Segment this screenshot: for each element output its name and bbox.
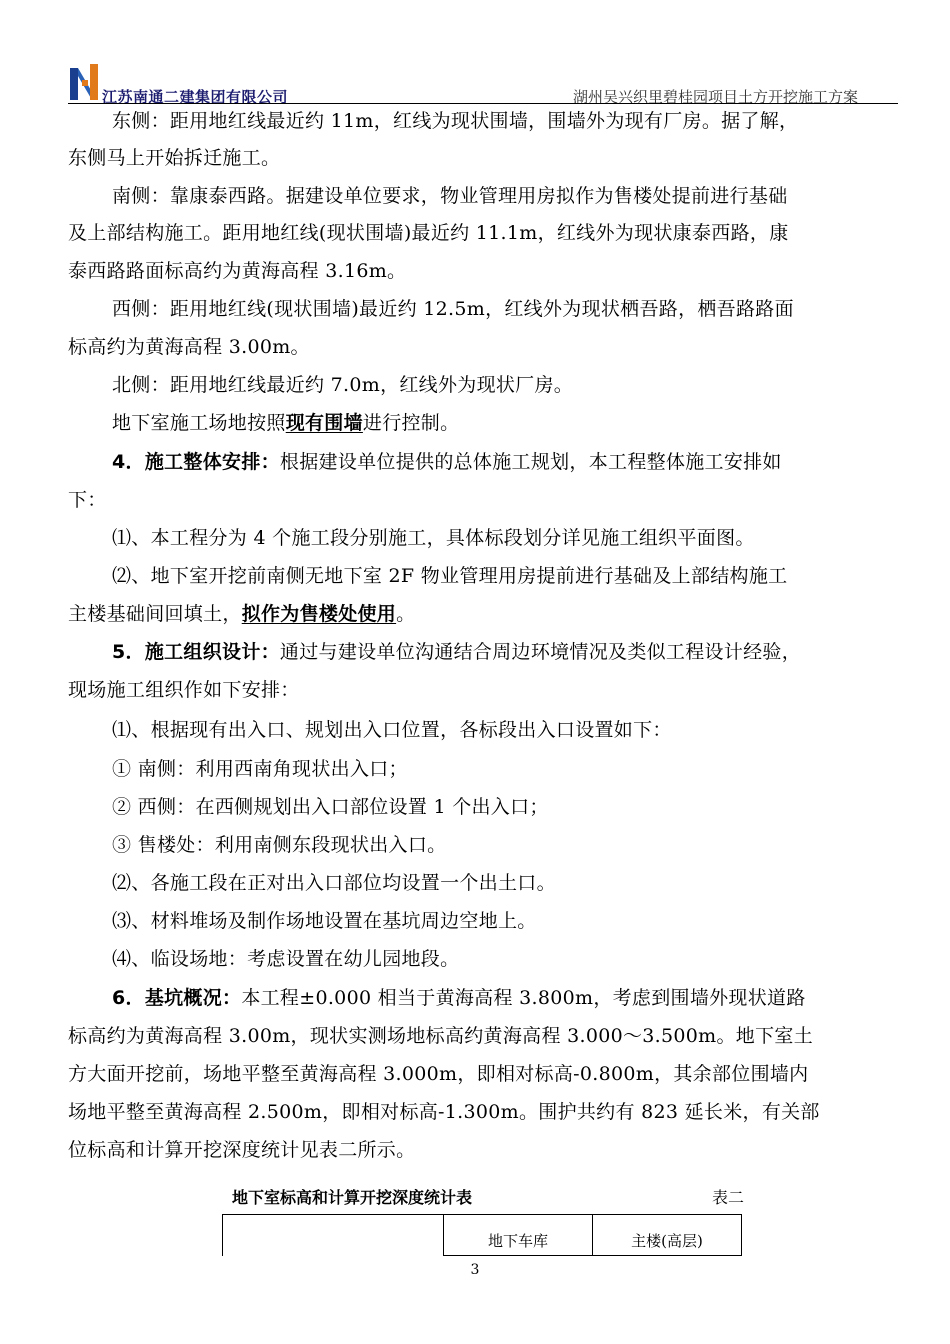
section-4-item1: ⑴、本工程分为 4 个施工段分别施工，具体标段划分详见施工组织平面图。 <box>112 527 755 549</box>
para-control: 地下室施工场地按照现有围墙进行控制。 <box>112 412 460 434</box>
project-title: 湖州吴兴织里碧桂园项目土方开挖施工方案 <box>572 88 858 106</box>
emphasis-wall: 现有围墙 <box>285 412 363 434</box>
section-4-item2: ⑵、地下室开挖前南侧无地下室 2F 物业管理用房提前进行基础及上部结构施工 <box>112 565 788 587</box>
page-header <box>68 62 898 104</box>
para-east-2: 东侧马上开始拆迁施工。 <box>68 147 281 169</box>
section-5-item: ⑴、根据现有出入口、规划出入口位置，各标段出入口设置如下： <box>112 719 672 741</box>
section-4-item2-cont: 主楼基础间回填土，拟作为售楼处使用。 <box>68 603 416 625</box>
table-header-garage: 地下车库 <box>444 1215 593 1256</box>
table-cell-empty <box>223 1215 444 1256</box>
para-east-1: 东侧：距用地红线最近约 11m，红线为现状围墙，围墙外为现有厂房。据了解， <box>112 110 799 132</box>
section-5-item: ② 西侧：在西侧规划出入口部位设置 1 个出入口； <box>112 796 549 818</box>
section-6-heading: 6．基坑概况：本工程±0.000 相当于黄海高程 3.800m，考虑到围墙外现状道路 <box>112 987 806 1009</box>
company-name: 江苏南通二建集团有限公司 <box>102 88 289 106</box>
section-6-line: 场地平整至黄海高程 2.500m，即相对标高-1.300m。围护共约有 823 延长米，有关部 <box>68 1101 820 1123</box>
para-south-3: 泰西路路面标高约为黄海高程 3.16m。 <box>68 260 407 282</box>
table-row <box>223 1215 742 1256</box>
section-5-item: ⑵、各施工段在正对出入口部位均设置一个出土口。 <box>112 872 556 894</box>
depth-table <box>222 1214 742 1256</box>
para-south-1: 南侧：靠康泰西路。据建设单位要求，物业管理用房拟作为售楼处提前进行基础 <box>112 185 788 207</box>
section-5-item: ③ 售楼处：利用南侧东段现状出入口。 <box>112 834 447 856</box>
emphasis-sales: 拟作为售楼处使用 <box>241 603 397 625</box>
section-6-line: 位标高和计算开挖深度统计见表二所示。 <box>68 1139 416 1161</box>
para-west-2: 标高约为黄海高程 3.00m。 <box>68 336 310 358</box>
section-4-line2: 下： <box>68 489 107 511</box>
section-4-heading: 4．施工整体安排：根据建设单位提供的总体施工规划，本工程整体施工安排如 <box>112 451 782 473</box>
para-west-1: 西侧：距用地红线(现状围墙)最近约 12.5m，红线外为现状栖吾路，栖吾路路面 <box>112 298 794 320</box>
section-6-line: 标高约为黄海高程 3.00m，现状实测场地标高约黄海高程 3.000～3.500m。地下室土 <box>68 1025 814 1047</box>
section-5-item: ⑶、材料堆场及制作场地设置在基坑周边空地上。 <box>112 910 537 932</box>
para-north: 北侧：距用地红线最近约 7.0m，红线外为现状厂房。 <box>112 374 574 396</box>
page-number: 3 <box>470 1262 480 1278</box>
section-5-item: ① 南侧：利用西南角现状出入口； <box>112 758 408 780</box>
company-logo-icon <box>68 62 100 102</box>
table-title: 地下室标高和计算开挖深度统计表 <box>232 1188 473 1207</box>
section-5-item: ⑷、临设场地：考虑设置在幼儿园地段。 <box>112 948 460 970</box>
section-5-line2: 现场施工组织作如下安排： <box>68 679 300 701</box>
section-6-line: 方大面开挖前，场地平整至黄海高程 3.000m，即相对标高-0.800m，其余部位围墙内 <box>68 1063 809 1085</box>
section-5-heading: 5．施工组织设计：通过与建设单位沟通结合周边环境情况及类似工程设计经验， <box>112 641 802 663</box>
table-header-tower: 主楼(高层) <box>593 1215 742 1256</box>
para-south-2: 及上部结构施工。距用地红线(现状围墙)最近约 11.1m，红线外为现状康泰西路，康 <box>68 222 789 244</box>
table-label: 表二 <box>712 1188 745 1207</box>
